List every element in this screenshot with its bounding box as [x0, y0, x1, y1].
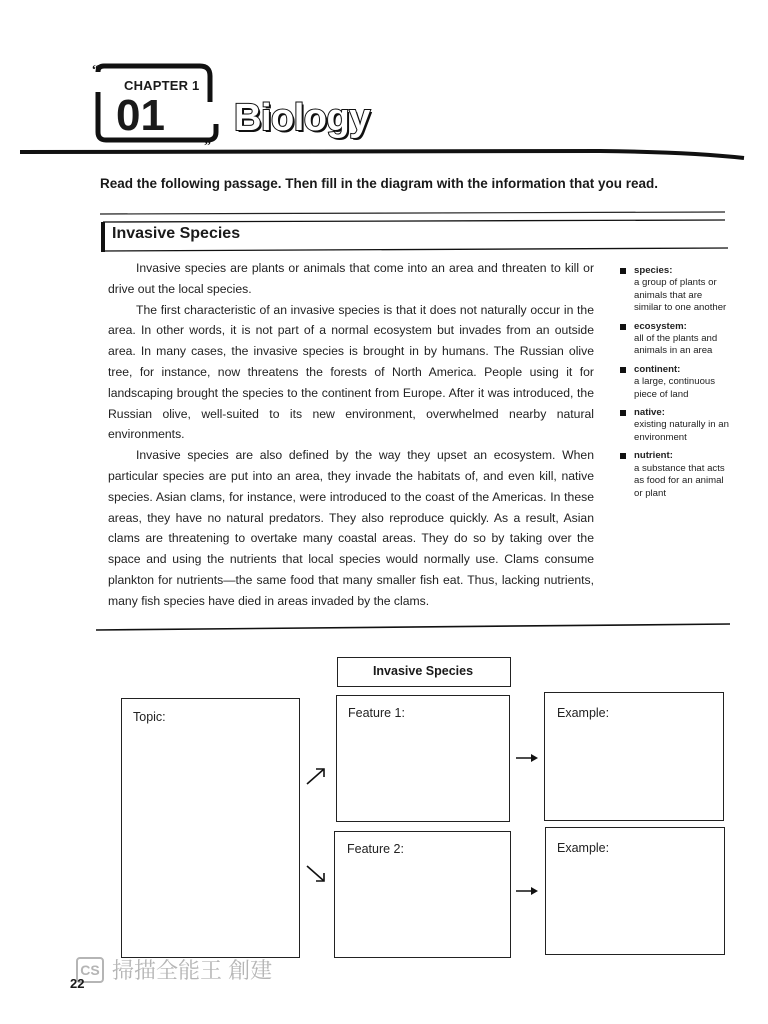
example-2-label: Example: — [557, 841, 610, 855]
square-bullet-icon — [620, 453, 626, 459]
glossary-definition: a group of plants or animals that are similar to one another — [634, 277, 727, 314]
instruction-text: Read the following passage. Then fill in the diagram with the information that you read. — [100, 176, 659, 191]
passage — [108, 258, 594, 612]
arrow-right-icon — [514, 883, 540, 899]
glossary-term: nutrient: — [634, 450, 673, 462]
square-bullet-icon — [620, 268, 626, 274]
watermark-text: 掃描全能王 創建 — [112, 958, 273, 983]
svg-text:“: “ — [92, 63, 99, 78]
passage-paragraph-2: The first characteristic of an invasive species is that it does not naturally occur in the area. In other words, it is not part of a normal ecosystem but invades from an outside area. In many cases, the invasive species is brought in by humans. The Russian olive tree, for instance, now threatens the forests of North America. People using it for landscaping brought the species to the continent from Europe. After it was introduced, the Russian olive, well-suited to its new environment, overwhelmed nearby natural environments. — [108, 302, 594, 442]
glossary-term: species: — [634, 265, 673, 276]
watermark — [76, 954, 272, 985]
glossary-definition: a large, continuous piece of land — [634, 376, 716, 400]
square-bullet-icon — [620, 410, 626, 416]
arrow-down-right-icon — [304, 862, 328, 886]
diagram-title: Invasive Species — [372, 664, 474, 678]
feature-1-label: Feature 1: — [348, 706, 405, 720]
passage-paragraph-3: Invasive species are also defined by the way they upset an ecosystem. When particular species are put into an area, they invade the habitats of, and even kill, native species. Asian clams, for instance, were introduced to the coast of the Americas. In these areas, they have no natural predators. They also reproduce quickly. As a result, Asian clams are threatening to overtake many coastal areas. They do so by taking over the space and using the nutrients that local species would normally use. Clams consume plankton for nutrients—the same food that many smaller fish eat. Thus, lacking nutrients, many fish species have died in areas invaded by the clams. — [108, 448, 594, 608]
chapter-label: CHAPTER 1 — [124, 78, 200, 93]
passage-paragraph-1: Invasive species are plants or animals that come into an area and threaten to kill or drive out the local species. — [108, 261, 594, 296]
glossary-definition: a substance that acts as food for an animal or plant — [634, 462, 725, 499]
example-1-label: Example: — [557, 706, 610, 720]
glossary-definition: existing naturally in an environment — [634, 419, 729, 443]
page-number: 22 — [70, 976, 85, 991]
glossary-item — [620, 265, 732, 315]
square-bullet-icon — [620, 324, 626, 330]
glossary-definition: all of the plants and animals in an area — [634, 333, 718, 357]
header-rule — [0, 140, 768, 170]
camscanner-logo-icon: CS — [76, 957, 104, 983]
topic-box[interactable] — [121, 698, 300, 958]
section-title: Invasive Species — [112, 225, 241, 242]
square-bullet-icon — [620, 367, 626, 373]
topic-label: Topic: — [133, 710, 166, 724]
subject-title: Biology — [234, 97, 370, 139]
arrow-up-right-icon — [304, 764, 328, 788]
passage-bottom-rule — [96, 620, 732, 634]
glossary-item — [620, 364, 732, 401]
glossary-item — [620, 321, 732, 358]
glossary-term: ecosystem: — [634, 320, 687, 332]
arrow-right-icon — [514, 750, 540, 766]
glossary-term: native: — [634, 407, 665, 419]
chapter-number: 01 — [116, 91, 165, 140]
glossary-term: continent: — [634, 363, 681, 375]
svg-text:”: ” — [204, 139, 211, 154]
glossary-item — [620, 407, 732, 444]
feature-2-label: Feature 2: — [347, 842, 404, 856]
glossary-item — [620, 450, 732, 500]
glossary — [620, 265, 732, 506]
